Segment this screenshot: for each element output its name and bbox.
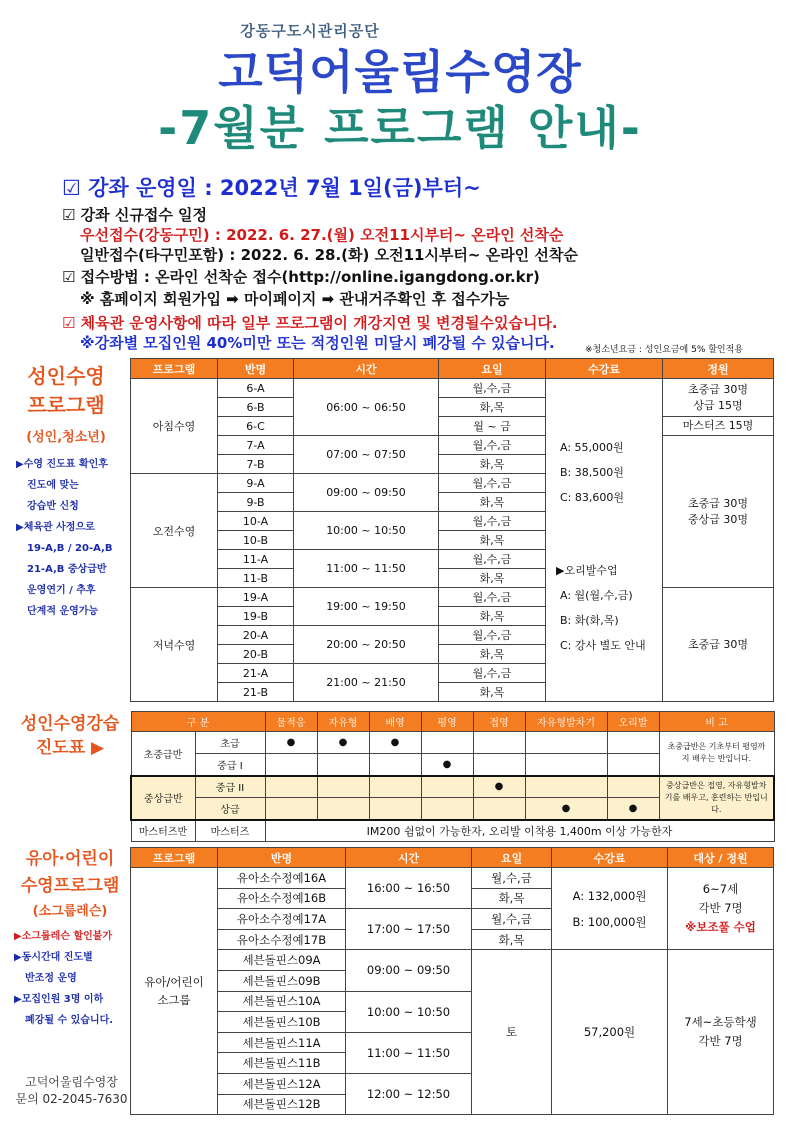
kids-heading-line2: 수영프로그램 bbox=[20, 876, 120, 896]
capacity: 초중급 30명 bbox=[688, 496, 748, 510]
class-name: 21-A bbox=[218, 664, 294, 683]
class-days: 월,수,금 bbox=[439, 474, 546, 493]
class-name: 10-B bbox=[218, 531, 294, 550]
class-days: 화,목 bbox=[439, 398, 546, 417]
oribal-b: B: 화(화,목) bbox=[560, 614, 619, 627]
empty-cell bbox=[525, 732, 607, 754]
program-name: 유아/어린이 소그룹 bbox=[131, 868, 218, 1115]
level-name: 마스터즈 bbox=[195, 820, 265, 842]
target-cell bbox=[668, 950, 774, 1115]
info-registration-title: ☑ 강좌 신규접수 일정 bbox=[62, 206, 208, 224]
level-name: 중급 II bbox=[195, 776, 265, 798]
organization-name: 강동구도시관리공단 bbox=[240, 22, 380, 40]
program-name: 오전수영 bbox=[131, 474, 218, 588]
capacity-cell bbox=[663, 436, 774, 588]
table-row bbox=[131, 868, 774, 889]
progress-dot: ● bbox=[265, 732, 317, 754]
class-time: 19:00 ~ 19:50 bbox=[294, 588, 439, 626]
empty-cell bbox=[265, 754, 317, 776]
column-header: 수강료 bbox=[546, 359, 663, 379]
class-days: 월,수,금 bbox=[472, 868, 552, 889]
class-name: 9-A bbox=[218, 474, 294, 493]
class-time: 16:00 ~ 16:50 bbox=[346, 868, 472, 909]
progress-note: 초중급반은 기초부터 평영까지 배우는 반입니다. bbox=[659, 732, 774, 776]
kids-fee-cell bbox=[552, 868, 668, 950]
capacity-cell bbox=[663, 379, 774, 417]
table-row bbox=[131, 950, 774, 971]
column-header: 요일 bbox=[439, 359, 546, 379]
adult-fee-cell bbox=[546, 379, 663, 702]
table-row bbox=[131, 417, 774, 436]
empty-cell bbox=[525, 776, 607, 798]
fee-b: B: 100,000원 bbox=[572, 914, 647, 929]
class-days: 월,수,금 bbox=[472, 909, 552, 930]
info-registration-method: ☑ 접수방법 : 온라인 선착순 접수(http://online.igangdong.or.kr) bbox=[62, 268, 540, 286]
class-time: 09:00 ~ 09:50 bbox=[346, 950, 472, 991]
class-time: 11:00 ~ 11:50 bbox=[294, 550, 439, 588]
table-row bbox=[131, 732, 774, 754]
target-age: 7세~초등학생 bbox=[684, 1015, 757, 1030]
empty-cell bbox=[317, 754, 369, 776]
fee-c: C: 83,600원 bbox=[560, 491, 624, 504]
adult-note: 19-A,B / 20-A,B bbox=[27, 543, 113, 554]
column-header: 시간 bbox=[294, 359, 439, 379]
kids-note: ▶소그룹레슨 할인불가 bbox=[14, 931, 113, 942]
class-days: 화,목 bbox=[472, 929, 552, 950]
empty-cell bbox=[369, 776, 421, 798]
oribal-a: A: 월(월,수,금) bbox=[560, 589, 633, 602]
info-youth-discount: ※청소년요금 : 성인요금에 5% 할인적용 bbox=[585, 345, 744, 355]
target-cell bbox=[668, 868, 774, 950]
empty-cell bbox=[421, 776, 473, 798]
class-name: 유아소수정예17B bbox=[218, 929, 346, 950]
empty-cell bbox=[607, 754, 659, 776]
column-header: 시간 bbox=[346, 848, 472, 868]
fee-b: B: 38,500원 bbox=[560, 466, 624, 479]
empty-cell bbox=[265, 776, 317, 798]
class-time: 21:00 ~ 21:50 bbox=[294, 664, 439, 702]
progress-dot: ● bbox=[369, 732, 421, 754]
class-days: 화,목 bbox=[472, 888, 552, 909]
target-capacity: 각반 7명 bbox=[698, 1034, 743, 1049]
class-name: 6-C bbox=[218, 417, 294, 436]
empty-cell bbox=[607, 776, 659, 798]
class-name: 세븐돌핀스11B bbox=[218, 1053, 346, 1074]
class-name: 7-A bbox=[218, 436, 294, 455]
class-days: 월,수,금 bbox=[439, 550, 546, 569]
column-header: 평영 bbox=[421, 712, 473, 732]
class-time: 11:00 ~ 11:50 bbox=[346, 1032, 472, 1073]
class-days: 월,수,금 bbox=[439, 512, 546, 531]
info-start-date: ☑ 강좌 운영일 : 2022년 7월 1일(금)부터~ bbox=[62, 176, 481, 200]
class-name: 10-A bbox=[218, 512, 294, 531]
table-header-row bbox=[131, 712, 774, 732]
class-name: 유아소수정예16B bbox=[218, 888, 346, 909]
class-time: 17:00 ~ 17:50 bbox=[346, 909, 472, 950]
class-days: 화,목 bbox=[439, 531, 546, 550]
class-time: 10:00 ~ 10:50 bbox=[346, 991, 472, 1032]
adult-program-subheading: (성인,청소년) bbox=[26, 430, 106, 445]
class-days: 화,목 bbox=[439, 569, 546, 588]
footer-name: 고덕어울림수영장 bbox=[25, 1075, 118, 1089]
empty-cell bbox=[265, 798, 317, 820]
info-priority-registration: 우선접수(강동구민) : 2022. 6. 27.(월) 오전11시부터~ 온라인 선착순 bbox=[80, 226, 564, 244]
empty-cell bbox=[317, 798, 369, 820]
table-header-row bbox=[131, 848, 774, 868]
class-days: 화,목 bbox=[439, 683, 546, 702]
class-time: 12:00 ~ 12:50 bbox=[346, 1073, 472, 1114]
progress-dot: ● bbox=[421, 754, 473, 776]
class-days: 월,수,금 bbox=[439, 436, 546, 455]
class-time: 07:00 ~ 07:50 bbox=[294, 436, 439, 474]
class-days: 월,수,금 bbox=[439, 379, 546, 398]
column-header: 프로그램 bbox=[131, 848, 218, 868]
table-row bbox=[131, 820, 774, 842]
column-header: 접영 bbox=[473, 712, 525, 732]
adult-note: ▶체육관 사정으로 bbox=[16, 522, 95, 533]
progress-dot: ● bbox=[525, 798, 607, 820]
empty-cell bbox=[607, 732, 659, 754]
empty-cell bbox=[369, 754, 421, 776]
level-name: 초급 bbox=[195, 732, 265, 754]
progress-dot: ● bbox=[317, 732, 369, 754]
target-capacity: 각반 7명 bbox=[698, 901, 743, 916]
class-name: 세븐돌핀스10B bbox=[218, 1012, 346, 1033]
level-name: 중급 I bbox=[195, 754, 265, 776]
class-days: 화,목 bbox=[439, 607, 546, 626]
fee-a: A: 132,000원 bbox=[572, 888, 647, 903]
class-name: 20-B bbox=[218, 645, 294, 664]
progress-note: 중상급반은 접영, 자유형발차기를 배우고, 훈련하는 반입니다. bbox=[659, 776, 774, 820]
class-name: 세븐돌핀스09A bbox=[218, 950, 346, 971]
capacity: 초중급 30명 bbox=[688, 382, 748, 396]
kids-note: ▶동시간대 진도별 bbox=[14, 952, 93, 963]
capacity: 상급 15명 bbox=[693, 398, 743, 412]
capacity: 중상급 30명 bbox=[688, 512, 748, 526]
program-name: 저녁수영 bbox=[131, 588, 218, 702]
progress-dot: ● bbox=[607, 798, 659, 820]
class-days: 월 ~ 금 bbox=[439, 417, 546, 436]
adult-heading-line1: 성인수영 bbox=[27, 364, 105, 388]
kids-program-heading bbox=[10, 846, 130, 900]
class-days: 화,목 bbox=[439, 645, 546, 664]
class-name: 세븐돌핀스10A bbox=[218, 991, 346, 1012]
info-registration-steps: ※ 홈페이지 회원가입 ➡ 마이페이지 ➡ 관내거주확인 후 접수가능 bbox=[80, 290, 510, 308]
program-name: 아침수영 bbox=[131, 379, 218, 474]
column-header: 배영 bbox=[369, 712, 421, 732]
fee-spacer bbox=[560, 510, 662, 558]
class-name: 20-A bbox=[218, 626, 294, 645]
table-row bbox=[131, 379, 774, 398]
group-name: 마스터즈반 bbox=[131, 820, 195, 842]
empty-cell bbox=[317, 776, 369, 798]
class-days: 월,수,금 bbox=[439, 626, 546, 645]
kids-program-table bbox=[130, 847, 774, 1115]
class-name: 19-B bbox=[218, 607, 294, 626]
page-title: 고덕어울림수영장 bbox=[218, 45, 582, 99]
class-time: 06:00 ~ 06:50 bbox=[294, 379, 439, 436]
column-header: 수강료 bbox=[552, 848, 668, 868]
adult-program-heading bbox=[10, 362, 122, 420]
class-name: 11-B bbox=[218, 569, 294, 588]
progress-chart-heading bbox=[10, 712, 130, 760]
class-time: 10:00 ~ 10:50 bbox=[294, 512, 439, 550]
empty-cell bbox=[369, 798, 421, 820]
column-header: 물적응 bbox=[265, 712, 317, 732]
column-header: 오리발 bbox=[607, 712, 659, 732]
empty-cell bbox=[525, 754, 607, 776]
class-name: 6-A bbox=[218, 379, 294, 398]
progress-table bbox=[130, 711, 775, 842]
progress-heading-line2: 진도표 ▶ bbox=[35, 738, 105, 758]
column-header: 프로그램 bbox=[131, 359, 218, 379]
column-header: 정원 bbox=[663, 359, 774, 379]
adult-heading-line2: 프로그램 bbox=[27, 393, 105, 417]
adult-note: 진도에 맞는 bbox=[27, 480, 79, 491]
empty-cell bbox=[473, 732, 525, 754]
adult-note: 단계적 운영가능 bbox=[27, 606, 99, 617]
class-days: 화,목 bbox=[439, 493, 546, 512]
adult-note: ▶수영 진도표 확인후 bbox=[16, 459, 108, 470]
capacity: 마스터즈 15명 bbox=[663, 417, 774, 436]
empty-cell bbox=[473, 754, 525, 776]
progress-heading-line1: 성인수영강습 bbox=[20, 714, 120, 734]
column-header: 대상 / 정원 bbox=[668, 848, 774, 868]
masters-criteria: IM200 쉼없이 가능한자, 오리발 이착용 1,400m 이상 가능한자 bbox=[265, 820, 774, 842]
class-name: 유아소수정예17A bbox=[218, 909, 346, 930]
table-row bbox=[131, 776, 774, 798]
class-days: 화,목 bbox=[439, 455, 546, 474]
column-header: 요일 bbox=[472, 848, 552, 868]
adult-program-table bbox=[130, 358, 774, 702]
group-name: 중상급반 bbox=[131, 776, 195, 820]
progress-dot: ● bbox=[473, 776, 525, 798]
column-header: 구 분 bbox=[131, 712, 265, 732]
kids-note: ▶모집인원 3명 이하 bbox=[14, 994, 104, 1005]
class-days: 월,수,금 bbox=[439, 664, 546, 683]
level-name: 상급 bbox=[195, 798, 265, 820]
info-change-notice: ☑ 체육관 운영사항에 따라 일부 프로그램이 개강지연 및 변경될수있습니다. bbox=[62, 314, 558, 332]
kids-note: 폐강될 수 있습니다. bbox=[25, 1015, 114, 1026]
capacity: 초중급 30명 bbox=[663, 588, 774, 702]
info-cancel-notice: ※강좌별 모집인원 40%미만 또는 적정인원 미달시 폐강될 수 있습니다. bbox=[80, 334, 555, 352]
class-days: 토 bbox=[472, 950, 552, 1115]
column-header: 반명 bbox=[218, 359, 294, 379]
adult-note: 강습반 신청 bbox=[27, 501, 79, 512]
kids-program-subheading: (소그룹레슨) bbox=[32, 904, 108, 919]
class-name: 세븐돌핀스12B bbox=[218, 1094, 346, 1115]
oribal-c: C: 강사 별도 안내 bbox=[560, 639, 646, 652]
group-name: 초중급반 bbox=[131, 732, 195, 776]
kids-notes bbox=[14, 926, 113, 1031]
class-name: 21-B bbox=[218, 683, 294, 702]
class-name: 유아소수정예16A bbox=[218, 868, 346, 889]
table-row bbox=[131, 588, 774, 607]
empty-cell bbox=[473, 798, 525, 820]
page-subtitle: -7월분 프로그램 안내- bbox=[158, 101, 642, 155]
target-note: ※보조풀 수업 bbox=[685, 920, 756, 935]
class-name: 세븐돌핀스09B bbox=[218, 970, 346, 991]
class-name: 11-A bbox=[218, 550, 294, 569]
empty-cell bbox=[421, 732, 473, 754]
class-name: 세븐돌핀스12A bbox=[218, 1073, 346, 1094]
fee-a: A: 55,000원 bbox=[560, 441, 624, 454]
info-general-registration: 일반접수(타구민포함) : 2022. 6. 28.(화) 오전11시부터~ 온라인 선착순 bbox=[80, 246, 578, 264]
table-header-row bbox=[131, 359, 774, 379]
class-time: 20:00 ~ 20:50 bbox=[294, 626, 439, 664]
column-header: 반명 bbox=[218, 848, 346, 868]
class-name: 6-B bbox=[218, 398, 294, 417]
class-name: 9-B bbox=[218, 493, 294, 512]
column-header: 자유형발차기 bbox=[525, 712, 607, 732]
column-header: 자유형 bbox=[317, 712, 369, 732]
fee-saturday: 57,200원 bbox=[552, 950, 668, 1115]
footer-contact bbox=[14, 1074, 129, 1108]
kids-heading-line1: 유아·어린이 bbox=[25, 849, 115, 869]
class-name: 세븐돌핀스11A bbox=[218, 1032, 346, 1053]
empty-cell bbox=[421, 798, 473, 820]
class-time: 09:00 ~ 09:50 bbox=[294, 474, 439, 512]
adult-note: 운영연기 / 추후 bbox=[27, 585, 96, 596]
class-name: 7-B bbox=[218, 455, 294, 474]
class-days: 월,수,금 bbox=[439, 588, 546, 607]
kids-note: 반조정 운영 bbox=[25, 973, 77, 984]
target-age: 6~7세 bbox=[702, 882, 739, 897]
column-header: 비 고 bbox=[659, 712, 774, 732]
adult-notes bbox=[16, 454, 112, 622]
adult-note: 21-A,B 중상급반 bbox=[27, 564, 107, 575]
class-name: 19-A bbox=[218, 588, 294, 607]
footer-phone: 문의 02-2045-7630 bbox=[15, 1092, 128, 1106]
oribal-title: ▶오리발수업 bbox=[556, 564, 618, 577]
table-row bbox=[131, 436, 774, 455]
